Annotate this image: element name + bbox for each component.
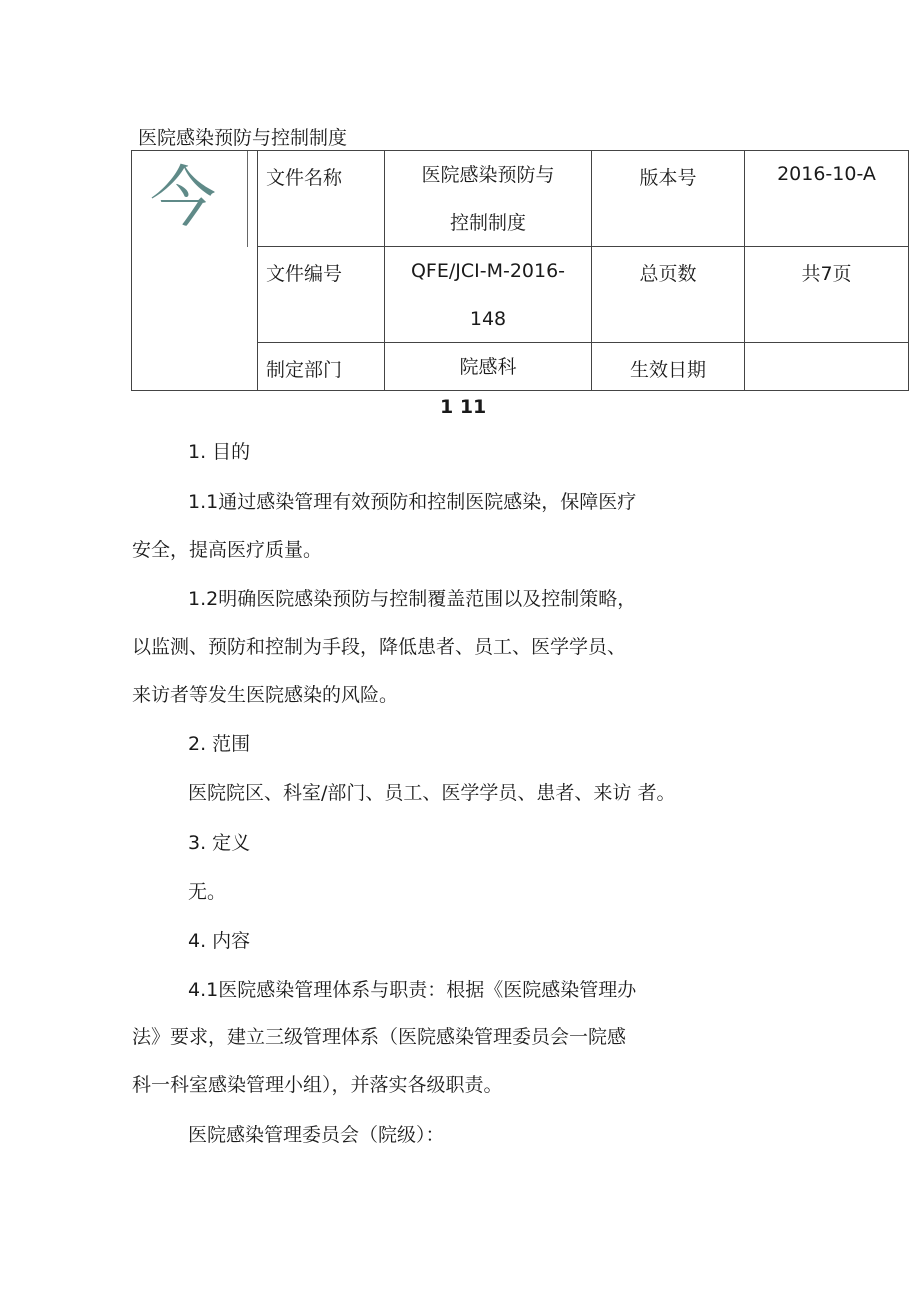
version-value: 2016-10-A — [745, 151, 909, 247]
version-label: 版本号 — [592, 151, 745, 247]
paragraph-1-1-line2: 安全，提高医疗质量。 — [132, 539, 323, 561]
paragraph-1-2-line2: 以监测、预防和控制为手段，降低患者、员工、医学学员、 — [132, 636, 627, 658]
section-1-heading: 1. 目的 — [188, 441, 251, 463]
file-name-value: 医院感染预防与 控制制度 — [385, 151, 592, 247]
total-pages-label: 总页数 — [592, 247, 745, 343]
total-pages-value: 共7页 — [745, 247, 909, 343]
department-label: 制定部门 — [258, 343, 385, 391]
file-number-label: 文件编号 — [258, 247, 385, 343]
section-2-text: 医院院区、科室/部门、员工、医学学员、患者、来访 者。 — [188, 782, 676, 804]
section-2-heading: 2. 范围 — [188, 733, 251, 755]
logo-divider — [247, 151, 248, 247]
paragraph-4-1-line1: 4.1医院感染管理体系与职责：根据《医院感染管理办 — [188, 979, 637, 1001]
paragraph-4-1-line2: 法》要求，建立三级管理体系（医院感染管理委员会一院感 — [132, 1026, 627, 1048]
file-name-label: 文件名称 — [258, 151, 385, 247]
paragraph-1-2-line3: 来访者等发生医院感染的风险。 — [132, 684, 399, 706]
section-3-text: 无。 — [188, 881, 227, 903]
paragraph-1-1-line1: 1.1通过感染管理有效预防和控制医院感染，保障医疗 — [188, 491, 637, 513]
section-4-heading: 4. 内容 — [188, 930, 251, 952]
file-number-value: QFE/JCI-M-2016- 148 — [385, 247, 592, 343]
department-value: 院感科 — [385, 343, 592, 391]
section-3-heading: 3. 定义 — [188, 832, 251, 854]
paragraph-4-1-line3: 科一科室感染管理小组），并落实各级职责。 — [132, 1074, 503, 1096]
effective-date-label: 生效日期 — [592, 343, 745, 391]
document-title: 医院感染预防与控制制度 — [138, 127, 348, 149]
effective-date-value — [745, 343, 909, 391]
document-header-table — [131, 150, 909, 391]
logo-cell — [132, 151, 258, 391]
page-number: 1 11 — [440, 396, 487, 418]
paragraph-1-2-line1: 1.2明确医院感染预防与控制覆盖范围以及控制策略， — [188, 588, 637, 610]
committee-heading: 医院感染管理委员会（院级）： — [188, 1124, 445, 1146]
hospital-logo-icon: 今 — [150, 159, 216, 236]
